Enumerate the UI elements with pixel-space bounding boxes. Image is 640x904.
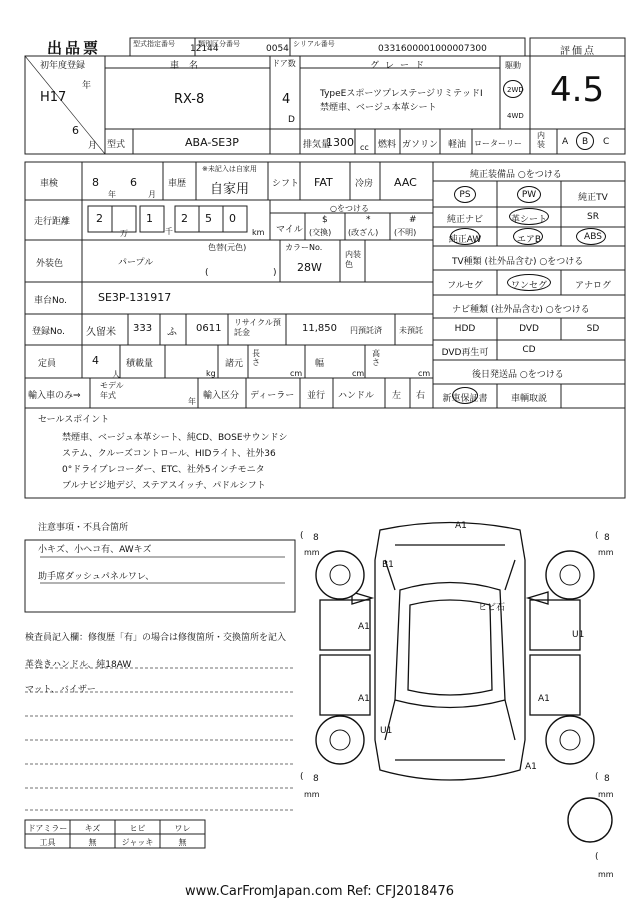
reg-class: 333 bbox=[133, 323, 153, 334]
genuine-title: 純正装備品 ○をつける bbox=[470, 170, 562, 180]
navi-dvd-play: DVD再生可 bbox=[441, 348, 489, 358]
genuine-tv: 純正TV bbox=[578, 193, 608, 203]
mileage-unit-sen: 千 bbox=[165, 227, 173, 236]
interior-a: A bbox=[562, 137, 569, 147]
interior-color-label: 内装色 bbox=[345, 250, 361, 269]
capacity-label: 定員 bbox=[38, 359, 57, 369]
mileage-unit: km bbox=[252, 228, 265, 237]
tire-fl-unit: mm bbox=[304, 548, 320, 557]
load-label: 積載量 bbox=[126, 359, 154, 369]
exterior-label: 外装色 bbox=[36, 259, 64, 269]
model-year-label: モデル年式 bbox=[100, 381, 124, 400]
interior-label: 内装 bbox=[537, 131, 545, 149]
inspection-year-unit: 年 bbox=[108, 190, 116, 199]
tv-oneseg: ワンセグ bbox=[510, 281, 547, 291]
tire-rl-value: 8 bbox=[313, 774, 319, 784]
genuine-leather-circle bbox=[509, 208, 549, 225]
dollar-option: $ bbox=[322, 215, 328, 225]
tire-rl-unit: mm bbox=[304, 790, 320, 799]
mileage-digit-1: 2 bbox=[96, 212, 103, 225]
chassis-value: SE3P-131917 bbox=[98, 291, 172, 304]
genuine-ps-circle bbox=[454, 186, 476, 203]
tire-spare-unit: mm bbox=[598, 870, 614, 879]
fuel-gasoline: ガソリン bbox=[402, 140, 439, 150]
tire-spare-bracket: ( bbox=[595, 852, 599, 862]
genuine-pw-circle bbox=[517, 186, 541, 203]
tire-fr-unit: mm bbox=[598, 548, 614, 557]
load-unit: kg bbox=[206, 369, 216, 378]
tire-fr-value: 8 bbox=[604, 533, 610, 543]
fuel-rotary: ローターリー bbox=[474, 139, 522, 148]
mark-roof-front: A1 bbox=[455, 521, 467, 531]
displacement-label: 排気量 bbox=[303, 140, 331, 150]
serial-label: シリアル番号 bbox=[293, 40, 335, 48]
notes-label: 注意事項・不具合箇所 bbox=[38, 523, 129, 533]
legend-tools-value: 無 bbox=[88, 838, 97, 847]
dollar-sub: (交換) bbox=[309, 228, 332, 237]
first-reg-month: 6 bbox=[72, 124, 79, 137]
chassis-label: 車台No. bbox=[34, 296, 67, 306]
later-warranty: 新車保証書 bbox=[442, 394, 488, 404]
genuine-ps: PS bbox=[459, 190, 471, 200]
tire-spare bbox=[568, 798, 612, 842]
mark-left-door-rear: A1 bbox=[358, 694, 370, 704]
door-letter: D bbox=[288, 115, 295, 125]
tire-rear-right bbox=[546, 716, 594, 764]
first-reg-year: H17 bbox=[40, 90, 67, 105]
ac-value: AAC bbox=[394, 176, 417, 189]
model-type-label: 型式 bbox=[107, 140, 126, 150]
reg-kana: ふ bbox=[167, 327, 177, 338]
tire-rear-left bbox=[316, 716, 364, 764]
legend-header-crack: ヒビ bbox=[129, 824, 146, 833]
tire-fr-bracket: ( bbox=[595, 531, 599, 541]
history-label: 車歴 bbox=[168, 179, 187, 189]
tire-rr-bracket: ( bbox=[595, 772, 599, 782]
capacity-value: 4 bbox=[92, 354, 99, 367]
navi-title: ナビ種類 (社外品含む) ○をつける bbox=[452, 305, 590, 315]
tv-title: TV種類 (社外品含む) ○をつける bbox=[452, 257, 584, 267]
later-title: 後日発送品 ○をつける bbox=[472, 370, 564, 380]
sales-label: セールスポイント bbox=[38, 415, 110, 425]
category-value: 0054 bbox=[266, 44, 289, 54]
mark-windshield: ヒビ石 bbox=[478, 603, 506, 613]
height-label: 高さ bbox=[372, 349, 380, 367]
hash-option: # bbox=[409, 215, 417, 225]
capacity-unit: 人 bbox=[112, 370, 120, 379]
year-unit: 年 bbox=[82, 81, 92, 91]
genuine-airbag-circle bbox=[513, 228, 543, 245]
handle-left: 左 bbox=[392, 391, 402, 401]
drive-2wd: 2WD bbox=[507, 86, 524, 94]
score-value: 4.5 bbox=[550, 70, 605, 110]
model-year-unit: 年 bbox=[188, 397, 196, 406]
color-orig-paren-close: ) bbox=[273, 268, 277, 278]
reg-area: 久留米 bbox=[86, 327, 116, 338]
navi-dvd: DVD bbox=[519, 324, 539, 334]
exterior-value: パープル bbox=[118, 258, 154, 268]
fuel-label: 燃料 bbox=[378, 140, 397, 150]
genuine-abs: ABS bbox=[584, 232, 602, 242]
sales-line-4: ブルナビジ地デジ、ステアスイッチ、パドルシフト bbox=[62, 481, 266, 491]
genuine-airbag: エアB bbox=[516, 235, 542, 245]
history-value: 自家用 bbox=[210, 182, 250, 197]
legend-jack-value: 無 bbox=[178, 838, 187, 847]
grade-line-1: TypeEスポーツプレステージリミテッドⅠ bbox=[320, 89, 483, 99]
import-dealer: ディーラー bbox=[250, 391, 295, 401]
doors-label: ドア数 bbox=[272, 59, 296, 68]
fuel-light-oil: 軽油 bbox=[448, 140, 467, 150]
serial-value: 0331600001000007300 bbox=[378, 44, 487, 54]
displacement-unit: cc bbox=[360, 143, 369, 152]
mileage-digit-5: 0 bbox=[229, 212, 236, 225]
height-unit: cm bbox=[418, 369, 431, 378]
recycle-label: リサイクル預託金 bbox=[234, 318, 281, 337]
length-label: 長さ bbox=[252, 349, 260, 367]
recycle-amount: 11,850 bbox=[302, 323, 337, 334]
genuine-aw-circle bbox=[450, 228, 480, 245]
mileage-circle-note: ○をつける bbox=[330, 204, 369, 213]
mileage-unit-man: 万 bbox=[120, 229, 128, 238]
sales-line-2: ステム、クルーズコントロール、HIDライト、社外36 bbox=[62, 449, 276, 459]
tire-front-left bbox=[316, 551, 364, 599]
interior-c: C bbox=[603, 137, 610, 147]
mileage-digit-3: 2 bbox=[181, 212, 188, 225]
inspection-year: 8 bbox=[92, 176, 99, 189]
tire-fl-value: 8 bbox=[313, 533, 319, 543]
navi-cd: CD bbox=[522, 345, 536, 355]
reg-number: 0611 bbox=[196, 323, 222, 334]
form-title: 出品票 bbox=[47, 39, 102, 57]
notes-line-1: 小キズ、小ヘコ有、AWキズ bbox=[38, 545, 152, 555]
score-label: 評価点 bbox=[560, 46, 596, 57]
drive-label: 駆動 bbox=[505, 61, 521, 70]
legend-header-mirror: ドアミラー bbox=[27, 824, 68, 833]
legend-header-break: ワレ bbox=[174, 824, 191, 833]
model-designation-label: 型式指定番号 bbox=[133, 40, 175, 48]
handle-right: 右 bbox=[416, 391, 426, 401]
inspector-label: 検査員記入欄：修復歴「有」の場合は修復箇所・交換箇所を記入 bbox=[25, 633, 287, 643]
recycle-unpaid: 未預託 bbox=[399, 326, 423, 335]
displacement-value: 1300 bbox=[326, 136, 354, 149]
category-label: 類別区分番号 bbox=[198, 40, 240, 48]
ac-label: 冷房 bbox=[355, 179, 374, 189]
handle-label: ハンドル bbox=[338, 391, 375, 401]
mileage-label: 走行距離 bbox=[34, 217, 71, 227]
car-name-label: 車名 bbox=[170, 61, 209, 71]
mark-right-door-front: U1 bbox=[572, 630, 585, 640]
mark-rear: A1 bbox=[525, 762, 537, 772]
reg-label: 登録No. bbox=[32, 327, 65, 337]
tire-fl-bracket: ( bbox=[300, 531, 304, 541]
import-label: 輸入車のみ⇒ bbox=[28, 391, 81, 401]
inspection-month-unit: 月 bbox=[148, 190, 156, 199]
dims-label: 諸元 bbox=[225, 359, 244, 369]
genuine-leather: 革シート bbox=[510, 215, 547, 225]
legend-tools: 工具 bbox=[39, 838, 56, 847]
mileage-digit-4: 5 bbox=[205, 212, 212, 225]
tire-front-right bbox=[546, 551, 594, 599]
inspector-line-1: 革巻きハンドル、純18AW bbox=[25, 660, 132, 670]
car-name-value: RX-8 bbox=[174, 92, 205, 107]
color-no-label: カラーNo. bbox=[285, 243, 323, 252]
navi-sd: SD bbox=[586, 324, 600, 334]
import-type-label: 輸入区分 bbox=[203, 391, 240, 401]
recycle-unit: 円預託済 bbox=[350, 326, 382, 335]
inspection-label: 車検 bbox=[40, 179, 59, 189]
genuine-sr: SR bbox=[587, 212, 599, 222]
mark-front-left: B1 bbox=[382, 560, 394, 570]
shift-value: FAT bbox=[314, 176, 333, 189]
width-unit: cm bbox=[352, 369, 365, 378]
tire-rl-bracket: ( bbox=[300, 772, 304, 782]
month-unit: 月 bbox=[88, 141, 98, 151]
genuine-pw: PW bbox=[521, 190, 537, 200]
tv-fullseg: フルセグ bbox=[447, 281, 483, 291]
model-type-value: ABA-SE3P bbox=[185, 136, 239, 149]
mileage-digit-2: 1 bbox=[146, 212, 153, 225]
star-option: * bbox=[366, 215, 371, 225]
star-sub: (改ざん) bbox=[348, 228, 379, 237]
tv-analog: アナログ bbox=[574, 281, 611, 291]
legend-jack: ジャッキ bbox=[121, 838, 154, 847]
mile-option: マイル bbox=[276, 225, 303, 235]
genuine-abs-circle bbox=[576, 228, 606, 245]
history-note: ※未記入は自家用 bbox=[202, 165, 257, 173]
mark-left-rear: U1 bbox=[380, 726, 393, 736]
color-orig-paren: ( bbox=[205, 268, 209, 278]
color-orig-label: 色替(元色) bbox=[208, 243, 247, 252]
grade-label: グレード bbox=[370, 61, 431, 71]
import-parallel: 並行 bbox=[307, 391, 326, 401]
interior-b-circle bbox=[576, 132, 594, 150]
drive-4wd: 4WD bbox=[507, 112, 524, 120]
footer-credit[interactable]: www.CarFromJapan.com Ref: CFJ2018476 bbox=[185, 884, 455, 899]
notes-line-2: 助手席ダッシュパネルワレ、 bbox=[38, 572, 155, 582]
later-manual: 車輌取説 bbox=[510, 394, 547, 404]
interior-b: B bbox=[582, 137, 589, 147]
tv-oneseg-circle bbox=[507, 274, 551, 291]
hash-sub: (不明) bbox=[394, 228, 417, 237]
later-warranty-circle bbox=[452, 387, 478, 404]
model-designation-value: 12144 bbox=[190, 44, 219, 54]
tire-rr-unit: mm bbox=[598, 790, 614, 799]
sales-line-1: 禁煙車、ベージュ本革シート、純CD、BOSEサウンドシ bbox=[62, 433, 288, 443]
sales-line-3: 0°ドライブレコーダー、ETC、社外5インチモニタ bbox=[62, 465, 265, 475]
mark-right-door-rear: A1 bbox=[538, 694, 550, 704]
legend-header-scratch: キズ bbox=[84, 824, 101, 833]
doors-value: 4 bbox=[282, 92, 291, 107]
genuine-aw: 純正AW bbox=[448, 235, 482, 245]
width-label: 幅 bbox=[315, 359, 325, 369]
inspection-month: 6 bbox=[130, 176, 137, 189]
color-no-value: 28W bbox=[297, 261, 322, 274]
first-reg-label: 初年度登録 bbox=[40, 61, 86, 71]
drive-2wd-circle bbox=[503, 80, 523, 98]
navi-hdd: HDD bbox=[454, 324, 476, 334]
tire-rr-value: 8 bbox=[604, 774, 610, 784]
grade-line-2: 禁煙車、ベージュ本革シート bbox=[320, 103, 437, 113]
inspector-line-2: マット、バイザー bbox=[25, 685, 96, 695]
length-unit: cm bbox=[290, 369, 303, 378]
shift-label: シフト bbox=[272, 179, 300, 189]
mark-left-door-front: A1 bbox=[358, 622, 370, 632]
genuine-navi: 純正ナビ bbox=[446, 215, 483, 225]
